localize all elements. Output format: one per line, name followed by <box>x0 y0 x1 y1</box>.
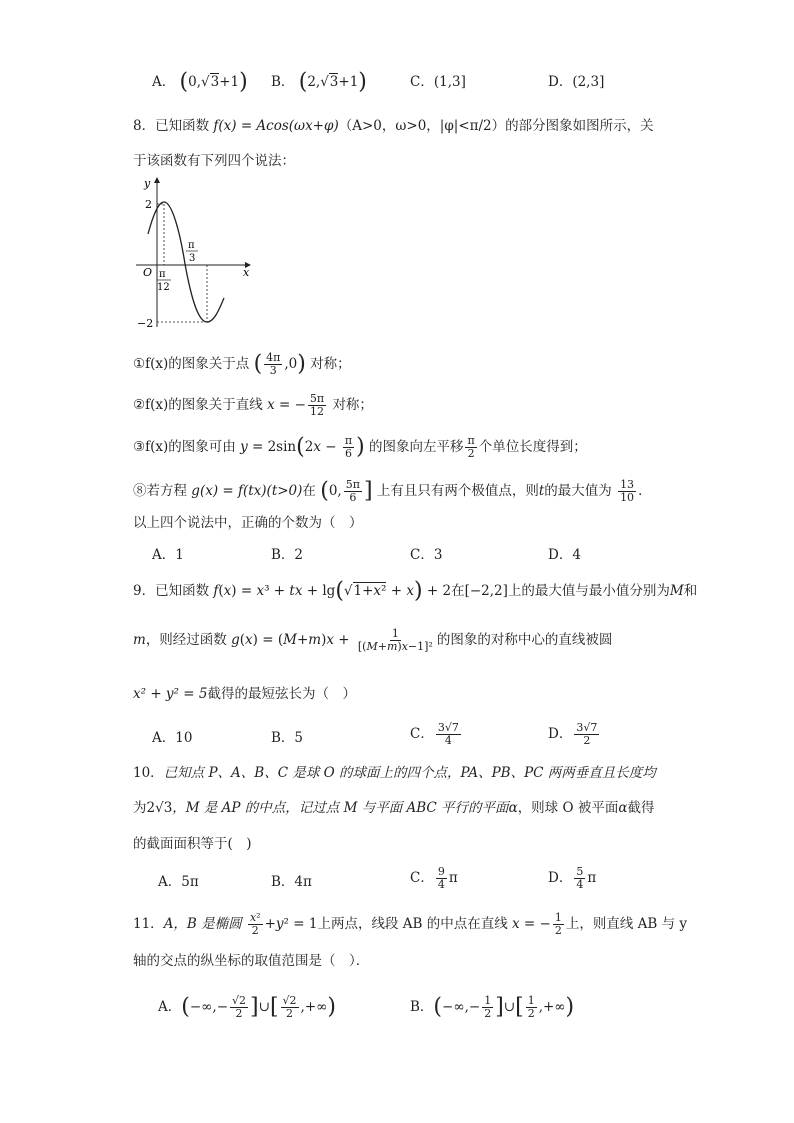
q8-stem-line2: 于该函数有下列四个说法： <box>133 153 295 169</box>
x-axis-label: x <box>243 266 250 279</box>
q7-option-a[interactable]: A． (0,√3+1) <box>152 69 248 95</box>
q7-option-d[interactable]: D．(2,3] <box>548 74 605 90</box>
x2-numerator: π <box>188 240 195 251</box>
q8-option-b[interactable]: B．2 <box>271 547 304 563</box>
q10-option-c[interactable]: C． $\frac{9}{4}$ π <box>410 865 458 891</box>
q9-option-a[interactable]: A．10 <box>152 730 193 746</box>
q8-statement-4: ⑧若方程 g(x) = f(tx)(t>0)在 (0, $\frac{5\pi}{6}$ ] 上有且只有两个极值点，则t的最大值为 $\frac{13}{10}$ ． <box>133 478 652 504</box>
q10-option-a[interactable]: A．5π <box>158 874 199 890</box>
q11-option-a[interactable]: A．(−∞,− $\frac{√2}{2}$ ]∪[ $\frac{√2}{2}$ ,+∞) <box>158 994 336 1020</box>
x1-denominator: 12 <box>157 282 170 293</box>
q7-option-c[interactable]: C．(1,3] <box>410 74 466 90</box>
q9-option-b[interactable]: B．5 <box>271 730 304 746</box>
x1-numerator: π <box>159 269 166 280</box>
q8-statement-2: ②f(x)的图象关于直线 x = − $\frac{5\pi}{12}$ 对称； <box>133 392 373 418</box>
q8-option-a[interactable]: A．1 <box>152 547 184 563</box>
q8-stem: 8．已知函数 f(x) = Acos(ωx+φ)（A>0，ω>0，|φ|<π/2）的部分图象如图所示，关 <box>133 118 654 134</box>
q11-stem-line2: 轴的交点的纵坐标的取值范围是（ ）． <box>133 953 370 969</box>
q9-stem-line2: m，则经过函数 g(x) = (M+m)x + $\frac{1}{\text{[(M+m)x−1]²}}$ 的图象的对称中心的直线被圆 <box>133 627 613 653</box>
q9-option-c[interactable]: C． $\frac{3√7}{4}$ <box>410 721 459 747</box>
q10-option-d[interactable]: D． $\frac{5}{4}$ π <box>548 865 597 891</box>
y-max-label: 2 <box>145 198 152 211</box>
q9-stem-line3: x² + y² = 5截得的最短弦长为（ ） <box>133 686 356 702</box>
q11-stem-line1: 11．A，B 是椭圆 $\frac{\text{x²}}{2}$ +y² = 1上两点，线段 AB 的中点在直线 x = − $\frac{1}{2}$ 上，则直线 AB 与 y <box>133 911 688 937</box>
q8-option-c[interactable]: C．3 <box>410 547 443 563</box>
q8-ask: 以上四个说法中，正确的个数为（ ） <box>133 515 363 531</box>
q8-statement-1: ①f(x)的图象关于点 ( $\frac{4\pi}{3}$ ,0) 对称； <box>133 351 351 377</box>
q10-stem-line1: 10．已知点 P、A、B、C 是球 O 的球面上的四个点，PA、PB、PC 两两垂直且长度均 <box>133 765 656 781</box>
q9-stem-line1: 9．已知函数 f(x) = x³ + tx + lg(√1+x² + x) + 2在[−2,2]上的最大值与最小值分别为M和 <box>133 578 698 604</box>
q8-statement-3: ③f(x)的图象可由 y = 2sin(2x − $\frac{\pi}{6}$ ) 的图象向左平移 $\frac{\pi}{2}$ 个单位长度得到； <box>133 434 587 460</box>
y-axis-label: y <box>144 177 151 190</box>
q8-option-d[interactable]: D．4 <box>548 547 581 563</box>
q7-option-b[interactable]: B． (2,√3+1) <box>271 69 367 95</box>
q10-stem-line2: 为2√3，M 是 AP 的中点，记过点 M 与平面 ABC 平行的平面α，则球 O 被平面α截得 <box>133 800 655 816</box>
q11-option-b[interactable]: B．(−∞,− $\frac{1}{2}$ ]∪[ $\frac{1}{2}$ ,+∞) <box>410 994 575 1020</box>
q10-option-b[interactable]: B．4π <box>271 874 312 890</box>
q10-stem-line3: 的截面面积等于( ) <box>133 836 252 852</box>
x2-denominator: 3 <box>189 253 196 264</box>
q9-option-d[interactable]: D． $\frac{3√7}{2}$ <box>548 721 598 747</box>
q8-function-graph <box>128 172 258 332</box>
origin-label: O <box>143 266 153 279</box>
cosine-curve <box>148 202 224 322</box>
y-min-label: −2 <box>137 317 154 330</box>
